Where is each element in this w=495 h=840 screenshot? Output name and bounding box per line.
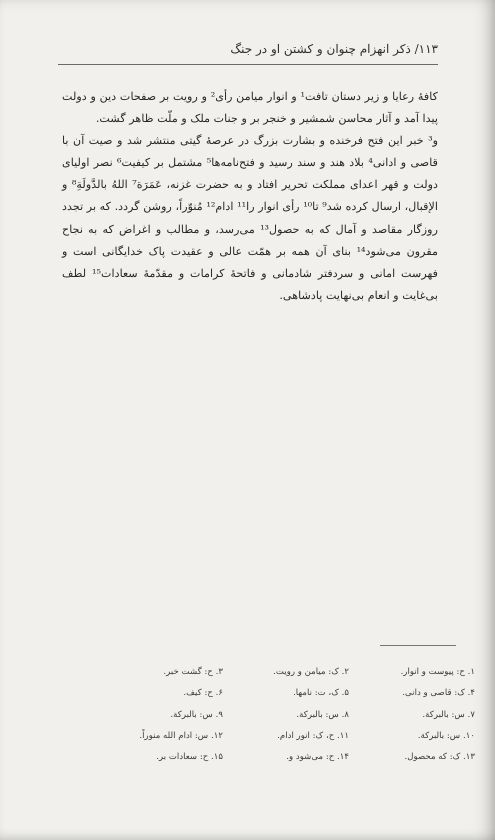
footnote: ۱. ح: پیوست و انوار. [400, 667, 475, 677]
footnote-row [95, 747, 475, 768]
footnote-row [95, 683, 475, 704]
footnote: ۳. ح: گشت خبر. [163, 667, 223, 677]
footnote: ۸. س: بالبرکة. [296, 709, 349, 720]
main-text [62, 86, 438, 307]
footnote: ۱۰. س: بالبرکة. [417, 730, 475, 741]
header-divider [58, 64, 438, 65]
running-header: ۱۱۳/ ذکر انهزام چنوان و کشتن او در جنگ [230, 42, 438, 56]
footnote-divider [380, 645, 456, 646]
footnote: ۱۵. ح: سعادات بر. [156, 752, 223, 763]
footnote: ۴. ک: قاصی و دانی. [402, 688, 475, 699]
footnotes [95, 662, 475, 768]
footnote: ۲. ک: میامن و رویت. [273, 667, 349, 677]
paragraph: و³ خبر این فتح فرخنده و بشارت بزرگ در عرصۀ گیتی منتشر شد و صیت آن با قاصی و ادانی⁴ بلاد هند و سند رسید و فتح‌نامه‌ها⁵ مشتمل بر کیفیت⁶ نصر اولیای دولت و قهر اعدای مملکت تحریر افتاد و به حضرت غزنه، عَمَرَة⁷ اللهُ بالدَّولَةِ⁸ و الإقبال، ارسال کرده شد⁹ تا¹⁰ رأی انوار را¹¹ ادام¹² مُنوّراً، روشن گردد. که بر تجدد روزگار مقاصد و آمال که به حصول¹³ می‌رسد، و مطالب و اغراض که به نجاح مقرون می‌شود¹⁴ بنای آن همه بر همّت عالی و عقیدت پاک خدایگانی است و فهرست امانی و سردفتر شادمانی و فاتحۀ کرامات و مقدّمۀ سعادات¹⁵ لطف بی‌غایت و انعام بی‌نهایت پادشاهی. [62, 134, 439, 302]
footnote-row [95, 705, 475, 726]
footnote: ۱۱. ح، ک: انور ادام. [277, 730, 349, 741]
footnote: ۱۲. س: ادام الله منوراً. [139, 730, 223, 741]
footnote: ۹. س: بالبرکة. [170, 709, 223, 720]
footnote: ۱۴. ح: می‌شود و. [286, 752, 349, 763]
footnote: ۷. س: بالبرکة. [422, 709, 475, 720]
footnote: ۵. ک، ت: نامها. [293, 688, 349, 699]
footnote: ۶. ح: کیف. [183, 688, 223, 699]
footnote-row [95, 662, 475, 683]
footnote: ۱۳. ک: که محصول. [404, 752, 475, 763]
footnote-row [95, 726, 475, 747]
paragraph: کافۀ رعایا و زیر دستان تافت¹ و انوار میامن رأی² و رویت بر صفحات دین و دولت پیدا آمد و آثار محاسن شمشیر و خنجر بر و جنات ملک و ملّت ظاهر گشت. [62, 90, 438, 126]
